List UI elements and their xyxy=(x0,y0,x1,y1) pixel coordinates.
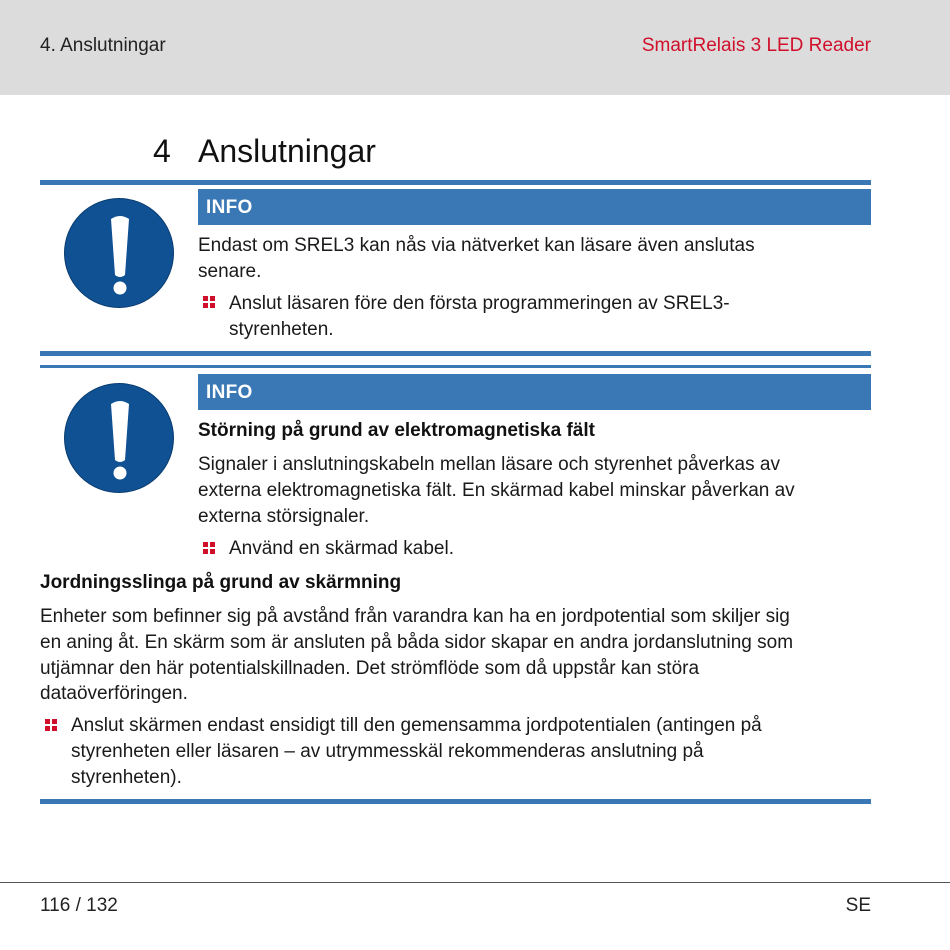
page-header xyxy=(0,0,950,95)
info-box-2-heading: Störning på grund av elektromagnetiska fält xyxy=(198,420,595,441)
info-box-2-top-rule xyxy=(40,365,871,368)
bullet-icon xyxy=(203,296,216,309)
info-box-1-top-rule xyxy=(40,180,871,185)
chapter-title xyxy=(153,133,376,170)
exclamation-icon xyxy=(64,383,174,493)
page-number: 116 / 132 xyxy=(40,895,118,916)
info-box-1-label: INFO xyxy=(198,189,871,225)
grounding-bullet-line-1: Anslut skärmen endast ensidigt till den gemensamma jordpotentialen (antingen på xyxy=(71,715,762,736)
bullet-icon xyxy=(203,542,216,555)
grounding-text-line-1: Enheter som befinner sig på avstånd från varandra kan ha en jordpotential som skiljer sig xyxy=(40,606,790,627)
info-box-1-text-line-1: Endast om SREL3 kan nås via nätverket kan läsare även anslutas xyxy=(198,235,755,256)
chapter-title-text: Anslutningar xyxy=(198,133,376,169)
info-box-2-bullet-line-1: Använd en skärmad kabel. xyxy=(229,538,454,559)
info-box-2-text-line-2: externa elektromagnetiska fält. En skärmad kabel minskar påverkan av xyxy=(198,480,795,501)
language-code: SE xyxy=(845,895,871,916)
chapter-number: 4 xyxy=(153,133,171,169)
grounding-text-line-4: dataöverföringen. xyxy=(40,683,188,704)
info-box-2-text-line-1: Signaler i anslutningskabeln mellan läsare och styrenhet påverkas av xyxy=(198,454,780,475)
header-section-title: 4. Anslutningar xyxy=(40,35,166,56)
info-box-2-text-line-3: externa störsignaler. xyxy=(198,506,370,527)
grounding-bottom-rule xyxy=(40,799,871,804)
info-box-2-label: INFO xyxy=(198,374,871,410)
grounding-bullet-line-3: styrenheten). xyxy=(71,767,182,788)
info-box-1-bottom-rule xyxy=(40,351,871,356)
info-box-1-bullet-line-1: Anslut läsaren före den första programmeringen av SREL3- xyxy=(229,293,730,314)
grounding-text-line-3: utjämnar den här potentialskillnaden. Det strömflöde som då uppstår kan störa xyxy=(40,658,700,679)
grounding-heading: Jordningsslinga på grund av skärmning xyxy=(40,572,402,593)
grounding-text-line-2: en aning åt. En skärm som är ansluten på båda sidor skapar en andra jordanslutning som xyxy=(40,632,794,653)
info-box-1-text-line-2: senare. xyxy=(198,261,262,282)
footer-divider xyxy=(0,882,950,883)
exclamation-icon xyxy=(64,198,174,308)
header-product-name: SmartRelais 3 LED Reader xyxy=(641,35,871,56)
grounding-bullet-line-2: styrenheten eller läsaren – av utrymmesskäl rekommenderas anslutning på xyxy=(71,741,704,762)
info-box-1-bullet-line-2: styrenheten. xyxy=(229,319,334,340)
bullet-icon xyxy=(45,719,58,732)
